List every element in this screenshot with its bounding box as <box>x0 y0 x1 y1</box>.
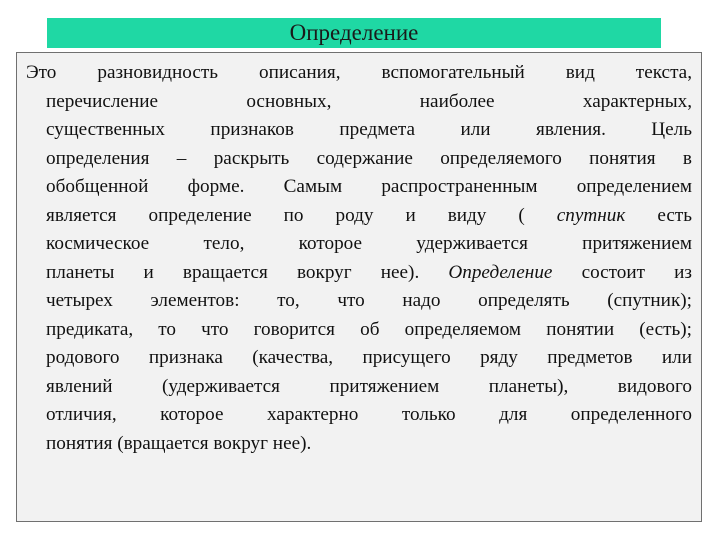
term-sputnik: спутник <box>556 204 626 226</box>
paragraph-line-11: родового признака (качества, присущего ряду предметов или <box>46 347 692 368</box>
paragraph-line-9: четырех элементов: то, что надо определять (спутник); <box>46 290 692 311</box>
term-definition: Определение <box>448 261 553 283</box>
paragraph-line-14: понятия (вращается вокруг нее). <box>46 432 312 454</box>
paragraph-line-10: предиката, то что говорится об определяемом понятии (есть); <box>46 318 692 340</box>
paragraph-line-8 <box>26 259 692 288</box>
slide-title-bar <box>47 18 661 48</box>
definition-paragraph <box>26 59 692 458</box>
paragraph-line-3: существенных признаков предмета или явления. Цель <box>46 119 692 140</box>
paragraph-line-4: определения – раскрыть содержание определяемого понятия в <box>46 147 692 169</box>
paragraph-line-1: Это разновидность описания, вспомогательный вид текста, <box>26 62 692 83</box>
line-6-end: есть <box>657 204 693 226</box>
slide-title: Определение <box>289 20 419 45</box>
line-8-start: планеты и вращается вокруг нее). <box>46 261 420 283</box>
line-6-start: является определение по роду и виду ( <box>46 204 525 226</box>
paragraph-line-5: обобщенной форме. Самым распространенным определением <box>46 176 692 197</box>
paragraph-line-6 <box>26 202 692 231</box>
paragraph-line-7: космическое тело, которое удерживается притяжением <box>46 233 692 254</box>
paragraph-line-12: явлений (удерживается притяжением планеты), видового <box>46 375 692 397</box>
line-8-end: состоит из <box>581 261 693 283</box>
paragraph-line-13: отличия, которое характерно только для определенного <box>46 404 692 425</box>
paragraph-line-2: перечисление основных, наиболее характерных, <box>46 90 692 112</box>
